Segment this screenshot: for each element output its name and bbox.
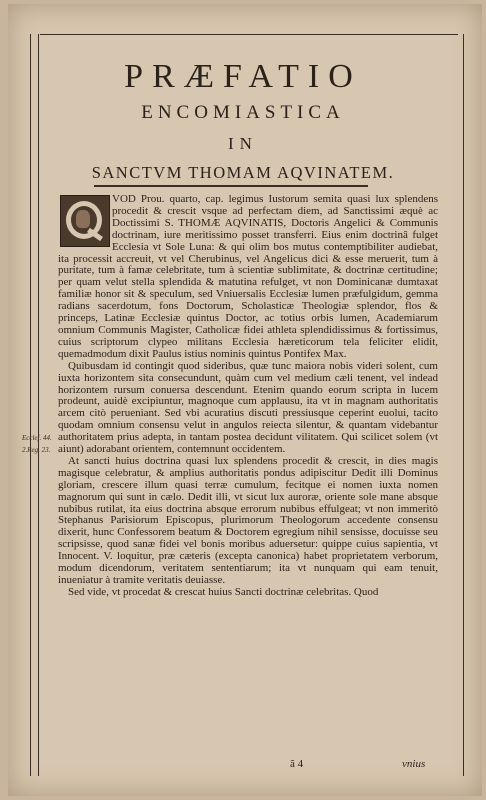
paragraph-4: Sed vide, vt procedat & crescat huius Sancti doctrinæ celebritas. Quod [68,585,379,598]
paragraph-3: At sancti huius doctrina quasi lux splendens procedit & crescit, in dies magis magisque celebratur, & amplius authoritatis pondus adipiscitur Dedit illi Dominus gloriam, crescere illum quasi terræ cumulum, fecitque ei nomen iuxta nomen magnorum qui sunt in cælo. Dedit illi, vt sicut lux auroræ, oriente sole mane absque nubibus rutilat, ita eius doctrina absque errorum nubibus effulgeat; vt non immeritò Stephanus Parisiorum Episcopus, plurimorum Theologorum accedente consensu dixerit, hunc Confessorem beatum & Doctorem egregium nihil sensisse, docuisse seu scripsisse, quod sanæ fidei vel bonis moribus aduersetur: quippe cuius sapientia, vt Innocent. V. loquitur, præ cæteris (excepta canonica) habet proprietatem verborum, modum dicendorum, veritatem sententiarum; ita vt nunquam qui eam tenuit, inueniatur à tramite veritatis deuiasse. [58,454,438,586]
title-in: IN [228,134,258,153]
initial-spacer [58,194,112,244]
title-praefatio: PRÆFATIO [124,58,362,95]
signature-mark: ã 4 [290,758,304,770]
paragraph-1: VOD Prou. quarto, cap. legimus Iustorum semita quasi lux splendens procedit & crescit vsque ad perfectam diem, ad Sanctissimi æquè ac Doctissimi S. THOMÆ AQVINATIS, Doctoris Angelici & Communis doctrinam, iure meritissimo posset transferri. Eius enim doctrinâ fulget Ecclesia vt Sole Luna: & qui olim bos mutus contemptibiliter audiebat, ita processit accreuit, vt vel Cherubinus, vel Angelicus dici & esse meruerit, tum à puritate, tum à famæ celebritate, tum à scientiæ sublimitate, & doctrinæ certitudine; per quam velut stella splendida & matutina refulget, vt non Dominicanæ dumtaxat familiæ honor sit & speculum, sed Vniuersalis Ecclesiæ lumen præfulgidum, gemma radians sacerdotum, fons Doctorum, Scholasticæ Theologiæ splendor, flos & princeps, Latinæ Ecclesiæ quintus Doctor, ac totius orbis lumen, Academiarum omnium Communis Magister, Catholicæ fidei athleta splendidissimus & fortissimus, cuius scriptorum clypeo militans Ecclesia hæreticorum tela feliciter elidit, quemadmodum dixit Paulus istius nominis quintus Pontifex Max. [58,193,438,360]
top-border-rule [40,34,458,35]
title-subject: SANCTVM THOMAM AQVINATEM. [91,163,395,182]
title-encomiastica: ENCOMIASTICA [141,102,345,123]
margin-note-reg: 2.Reg. 23. [22,446,51,454]
catchword: vnius [402,758,426,770]
margin-note-ecclesiasticus: Ecclef. 44. [22,434,52,442]
paragraph-2: Quibusdam id contingit quod sideribus, quæ tunc maiora nobis videri solent, cum iuxta horizontem sita consecundunt, quàm cum vel medium cæli tenent, vel indead horizontem rursum conuersa descendunt. Etenim quando eorum scripta in lucem prodeunt, auidè excipiuntur, magnoque cum applausu, ita vt in magnam authoritatis arcem citò perueniant. Sed vbi acuratius discuti pressiusque ceperint euolui, tacito quodam omnium consensu velut in angulos reiecta silentur, & quantam videbantur authoritatem prius adepta, in tantam postea decidunt vilitatem. Qui scilicet solem (vt aiunt) adorabant orientem, contemnunt occidentem. [58,359,438,456]
title-underline [94,185,368,187]
main-text [58,194,438,599]
